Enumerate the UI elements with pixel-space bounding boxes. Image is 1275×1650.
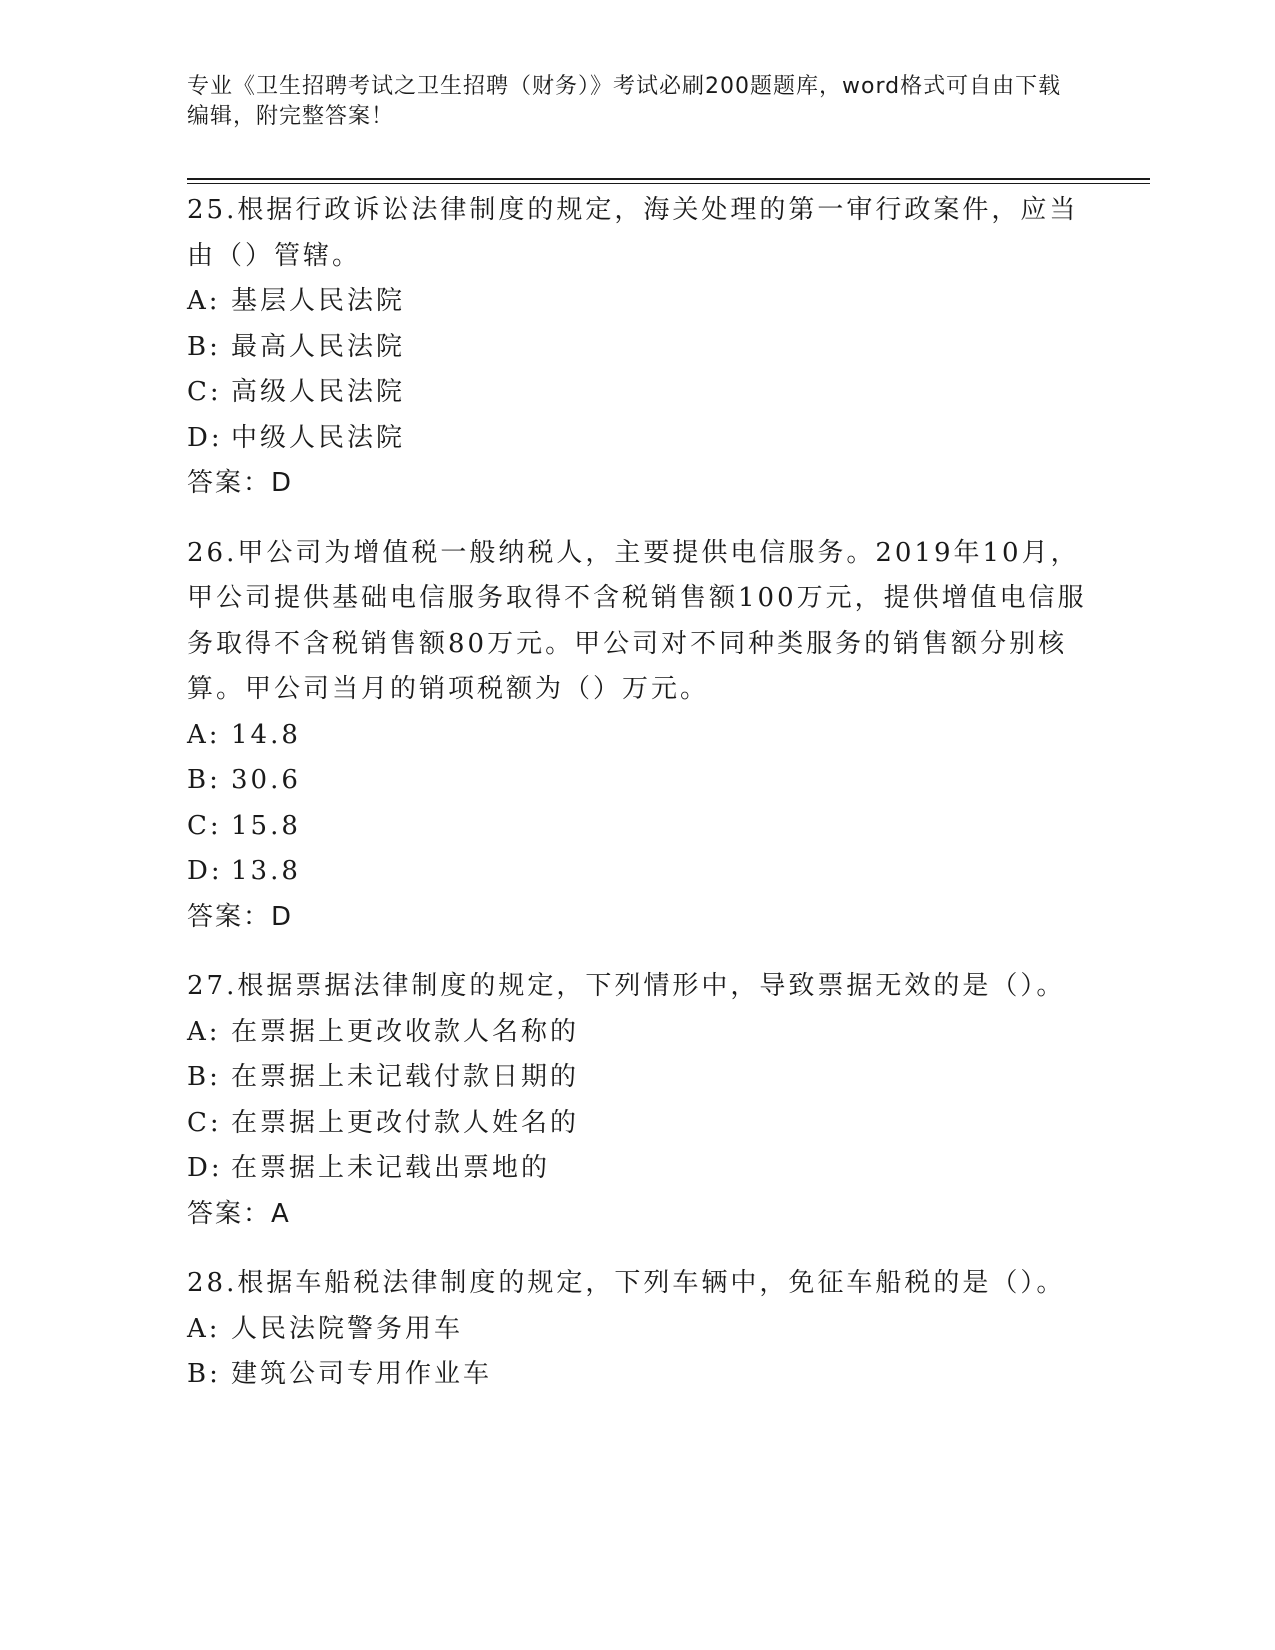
answer-key: 答案：D <box>187 468 294 498</box>
option-text: 高级人民法院 <box>231 377 406 407</box>
option-label: D: <box>187 422 223 453</box>
option-text: 15.8 <box>231 810 301 841</box>
option-label: C: <box>187 810 222 841</box>
answer-key: 答案：A <box>187 1198 291 1229</box>
option-text: 建筑公司专用作业车 <box>231 1359 493 1389</box>
question-list <box>187 188 1087 1422</box>
option-b <box>187 1055 1087 1101</box>
header-divider-thick <box>187 178 1150 180</box>
option-text: 在票据上更改付款人姓名的 <box>231 1107 580 1138</box>
option-a <box>187 713 1087 759</box>
option-text: 人民法院警务用车 <box>231 1313 464 1344</box>
question-25 <box>187 188 1087 507</box>
option-c <box>187 804 1087 850</box>
option-label: B: <box>187 331 221 362</box>
option-d <box>187 849 1087 895</box>
option-d <box>187 416 1087 462</box>
option-a <box>187 279 1087 325</box>
option-text: 在票据上未记载出票地的 <box>231 1153 551 1183</box>
option-text: 在票据上更改收款人名称的 <box>231 1016 580 1047</box>
option-text: 基层人民法院 <box>231 286 406 316</box>
option-label: A: <box>187 719 221 750</box>
option-label: C: <box>187 377 222 407</box>
question-stem: 27.根据票据法律制度的规定，下列情形中，导致票据无效的是（）。 <box>187 971 1066 1001</box>
option-b <box>187 325 1087 371</box>
option-label: C: <box>187 1107 222 1138</box>
document-header: 专业《卫生招聘考试之卫生招聘（财务）》考试必刷200题题库，word格式可自由下载编辑，附完整答案！ <box>187 74 1062 129</box>
option-text: 14.8 <box>231 719 301 750</box>
question-stem: 25.根据行政诉讼法律制度的规定，海关处理的第一审行政案件，应当由（）管辖。 <box>187 195 1079 271</box>
option-d <box>187 1146 1087 1192</box>
option-c <box>187 370 1087 416</box>
question-stem: 28.根据车船税法律制度的规定，下列车辆中，免征车船税的是（）。 <box>187 1268 1066 1298</box>
answer-key: 答案：D <box>187 901 294 932</box>
option-label: A: <box>187 1016 221 1047</box>
option-label: D: <box>187 1153 223 1183</box>
option-label: A: <box>187 286 221 316</box>
option-b <box>187 758 1087 804</box>
option-c <box>187 1101 1087 1147</box>
option-text: 在票据上未记载付款日期的 <box>231 1062 580 1092</box>
option-label: B: <box>187 1359 221 1389</box>
option-text: 最高人民法院 <box>231 331 406 362</box>
header-divider-thin <box>187 183 1150 184</box>
option-a <box>187 1307 1087 1353</box>
option-b <box>187 1352 1087 1398</box>
question-28 <box>187 1261 1087 1398</box>
question-stem: 26.甲公司为增值税一般纳税人，主要提供电信服务。2019年10月，甲公司提供基础电信服务取得不含税销售额100万元，提供增值电信服务取得不含税销售额80万元。甲公司对不同种类服务的销售额分别核算。甲公司当月的销项税额为（）万元。 <box>187 537 1087 704</box>
question-27 <box>187 964 1087 1237</box>
option-label: D: <box>187 856 223 886</box>
question-26 <box>187 531 1087 941</box>
option-text: 30.6 <box>231 765 301 795</box>
option-label: B: <box>187 1062 221 1092</box>
option-text: 13.8 <box>231 856 301 886</box>
option-a <box>187 1010 1087 1056</box>
option-text: 中级人民法院 <box>231 422 406 453</box>
option-label: B: <box>187 765 221 795</box>
option-label: A: <box>187 1313 221 1344</box>
